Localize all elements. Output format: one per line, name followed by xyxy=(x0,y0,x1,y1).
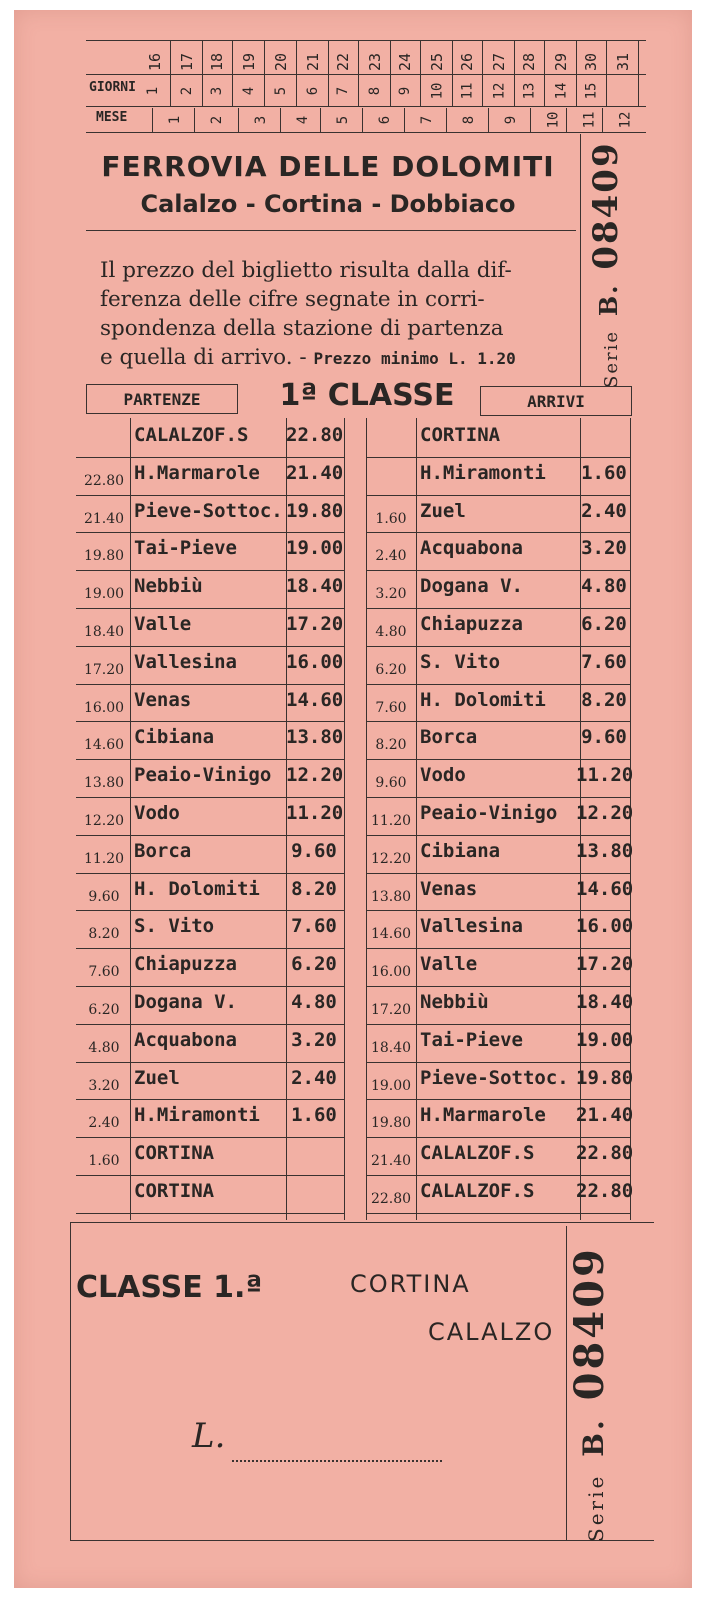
cumulative-value: 13.80 xyxy=(370,888,412,905)
days-label: GIORNI xyxy=(89,80,136,95)
station-name: Chiapuzza xyxy=(420,613,523,635)
stub-series-prefix: Serie xyxy=(584,1473,608,1542)
station-price: 8.20 xyxy=(581,688,627,711)
calendar-day-top: 25 xyxy=(428,52,446,72)
notice-line-3: spondenza della stazione di partenza xyxy=(100,316,504,341)
station-price: 18.40 xyxy=(576,991,634,1013)
cumulative-value: 6.20 xyxy=(375,661,407,678)
calendar-day-bottom: 9 xyxy=(397,86,413,96)
station-name: Peaio-Vinigo xyxy=(134,764,272,787)
departures-header: PARTENZE xyxy=(86,384,238,414)
station-price: 6.20 xyxy=(581,613,627,635)
serial-number: 08409 xyxy=(586,141,626,270)
station-name: Venas xyxy=(420,877,478,900)
stub-to: CALALZO xyxy=(428,1318,555,1346)
cumulative-value: 22.80 xyxy=(83,472,125,489)
price-notice xyxy=(100,256,590,373)
station-name: CALALZOF.S xyxy=(420,1180,535,1202)
station-price: 16.00 xyxy=(576,915,634,938)
station-name: Vodo xyxy=(134,802,180,824)
cumulative-value: 8.20 xyxy=(88,926,120,943)
station-name: Borca xyxy=(420,726,478,749)
calendar-day-top: 29 xyxy=(552,52,570,72)
calendar-month: 5 xyxy=(335,115,351,125)
calendar-day-top: 28 xyxy=(520,52,538,72)
station-name: Nebbiù xyxy=(134,575,203,598)
cumulative-value: 11.20 xyxy=(83,850,125,867)
station-price: 8.20 xyxy=(291,877,337,900)
station-name: H.Miramonti xyxy=(420,461,546,484)
calendar-day-bottom: 5 xyxy=(273,86,289,96)
calendar-day-bottom: 15 xyxy=(582,82,599,100)
calendar-day-bottom: 2 xyxy=(179,86,195,96)
cumulative-value: 9.60 xyxy=(88,888,120,905)
station-name: Vallesina xyxy=(420,915,523,938)
station-name: CALALZOF.S xyxy=(134,424,249,446)
cumulative-value: 1.60 xyxy=(88,1153,120,1170)
cumulative-value: 19.80 xyxy=(370,1115,412,1132)
stub-price-line xyxy=(232,1460,442,1462)
station-name: Zuel xyxy=(134,1066,180,1089)
station-name: Nebbiù xyxy=(420,991,489,1013)
calendar-day-bottom: 1 xyxy=(145,86,161,96)
station-price: 21.40 xyxy=(286,461,344,484)
station-price: 4.80 xyxy=(291,991,337,1013)
calendar-day-top: 23 xyxy=(366,52,384,72)
station-name: Pieve-Sottoc. xyxy=(420,1066,569,1089)
station-name: H. Dolomiti xyxy=(134,877,260,900)
station-price: 13.80 xyxy=(576,839,634,862)
cumulative-value: 2.40 xyxy=(88,1115,120,1132)
station-name: Pieve-Sottoc. xyxy=(134,499,283,522)
calendar-day-bottom: 4 xyxy=(241,86,257,96)
cumulative-value: 7.60 xyxy=(88,964,120,981)
calendar-month: 11 xyxy=(580,111,597,129)
cumulative-value: 19.00 xyxy=(83,586,125,603)
station-name: Cibiana xyxy=(420,839,501,862)
station-price: 7.60 xyxy=(581,650,627,673)
station-price: 16.00 xyxy=(286,650,344,673)
cumulative-value: 17.20 xyxy=(370,1002,412,1018)
station-price: 6.20 xyxy=(291,953,337,976)
station-name: Vodo xyxy=(420,764,466,787)
cumulative-value: 22.80 xyxy=(370,1191,412,1207)
series-letter: B. xyxy=(594,283,623,317)
stub-class: CLASSE 1.ª xyxy=(76,1270,263,1305)
station-price: 14.60 xyxy=(286,688,344,711)
station-price: 21.40 xyxy=(576,1104,634,1127)
station-price: 3.20 xyxy=(581,537,627,560)
cumulative-value: 3.20 xyxy=(375,586,407,603)
station-name: Tai-Pieve xyxy=(420,1028,523,1051)
calendar-month: 1 xyxy=(167,115,183,125)
station-price: 14.60 xyxy=(576,877,634,900)
stub-from: CORTINA xyxy=(350,1270,471,1298)
station-price: 19.80 xyxy=(576,1066,634,1089)
calendar-day-bottom: 7 xyxy=(335,86,351,96)
station-name: CORTINA xyxy=(420,424,501,446)
station-name: H.Marmarole xyxy=(134,461,260,484)
cumulative-value: 18.40 xyxy=(83,624,125,640)
cumulative-value: 18.40 xyxy=(370,1039,412,1056)
station-price: 12.20 xyxy=(576,802,634,824)
station-price: 1.60 xyxy=(291,1104,337,1127)
notice-line-1: Il prezzo del biglietto risulta dalla dif- xyxy=(100,258,512,283)
stub-series-letter: B. xyxy=(577,1417,610,1457)
station-price: 11.20 xyxy=(286,802,344,824)
station-name: Peaio-Vinigo xyxy=(420,802,558,824)
calendar-day-bottom: 12 xyxy=(490,82,507,100)
calendar-month: 7 xyxy=(419,115,435,125)
station-price: 2.40 xyxy=(581,499,627,522)
station-name: H.Marmarole xyxy=(420,1104,546,1127)
calendar-month: 12 xyxy=(616,111,633,129)
calendar-day-top: 24 xyxy=(396,52,414,72)
station-price: 7.60 xyxy=(291,915,337,938)
minimum-price: Prezzo minimo L. 1.20 xyxy=(313,349,516,368)
cumulative-value: 1.60 xyxy=(375,510,407,527)
cumulative-value: 12.20 xyxy=(370,850,412,867)
cumulative-value: 4.80 xyxy=(375,624,407,640)
calendar-day-bottom: 11 xyxy=(458,82,475,100)
cumulative-value: 13.80 xyxy=(83,775,125,792)
station-name: Dogana V. xyxy=(420,575,523,598)
arrivals-header: ARRIVI xyxy=(480,386,632,416)
calendar-month: 8 xyxy=(461,115,477,125)
stub-serial xyxy=(566,1242,614,1542)
cumulative-value: 19.80 xyxy=(83,548,125,565)
serial-top xyxy=(586,141,626,388)
cumulative-value: 12.20 xyxy=(83,813,125,829)
cumulative-value: 6.20 xyxy=(88,1002,120,1018)
calendar-month: 10 xyxy=(544,111,561,129)
cumulative-value: 7.60 xyxy=(375,699,407,716)
station-name: Tai-Pieve xyxy=(134,537,237,560)
calendar-month: 4 xyxy=(295,115,311,125)
calendar-day-bottom: 3 xyxy=(209,86,225,96)
ticket xyxy=(14,10,692,1588)
station-price: 9.60 xyxy=(291,839,337,862)
cumulative-value: 17.20 xyxy=(83,661,125,678)
notice-line-2: ferenza delle cifre segnate in corri- xyxy=(100,287,485,312)
station-name: CORTINA xyxy=(134,1142,215,1165)
station-price: 19.00 xyxy=(286,537,344,560)
cumulative-value: 16.00 xyxy=(370,964,412,981)
station-price: 9.60 xyxy=(581,726,627,749)
calendar-day-top: 22 xyxy=(334,52,352,72)
station-price: 13.80 xyxy=(286,726,344,749)
calendar-day-top: 30 xyxy=(582,52,600,72)
calendar-month: 6 xyxy=(377,115,393,125)
station-name: CORTINA xyxy=(134,1180,215,1202)
notice-line-4: e quella di arrivo. - xyxy=(100,345,307,370)
calendar-month: 3 xyxy=(253,115,269,125)
class-header: 1ª CLASSE xyxy=(279,378,455,413)
cumulative-value: 19.00 xyxy=(370,1077,412,1094)
station-price: 22.80 xyxy=(576,1180,634,1202)
stub-serial-number: 08409 xyxy=(566,1246,613,1401)
cumulative-value: 11.20 xyxy=(370,813,412,829)
calendar-day-bottom: 6 xyxy=(305,86,321,96)
station-name: Valle xyxy=(420,953,478,976)
cumulative-value: 2.40 xyxy=(375,548,407,565)
station-price: 12.20 xyxy=(286,764,344,787)
month-label: MESE xyxy=(96,110,128,125)
cumulative-value: 4.80 xyxy=(88,1039,120,1056)
calendar-day-bottom: 8 xyxy=(367,86,383,96)
calendar-day-top: 17 xyxy=(178,52,196,72)
station-price: 19.80 xyxy=(286,499,344,522)
station-name: Chiapuzza xyxy=(134,953,237,976)
cumulative-value: 16.00 xyxy=(83,699,125,716)
station-price: 18.40 xyxy=(286,575,344,598)
station-name: Borca xyxy=(134,839,192,862)
calendar-day-top: 21 xyxy=(304,52,322,72)
station-price: 2.40 xyxy=(291,1066,337,1089)
station-name: S. Vito xyxy=(134,915,215,938)
cumulative-value: 14.60 xyxy=(83,737,125,754)
station-name: Venas xyxy=(134,688,192,711)
cumulative-value: 9.60 xyxy=(375,775,407,792)
calendar-day-top: 27 xyxy=(490,52,508,72)
station-price: 1.60 xyxy=(581,461,627,484)
calendar-day-top: 18 xyxy=(208,52,226,72)
station-name: Vallesina xyxy=(134,650,237,673)
cumulative-value: 21.40 xyxy=(83,510,125,527)
station-name: Acquabona xyxy=(420,537,523,560)
stub-price-symbol: L. xyxy=(192,1416,226,1456)
station-name: Zuel xyxy=(420,499,466,522)
station-price: 3.20 xyxy=(291,1028,337,1051)
calendar-day-bottom: 13 xyxy=(520,82,537,100)
cumulative-value: 21.40 xyxy=(370,1153,412,1170)
calendar-month: 9 xyxy=(503,115,519,125)
station-price: 17.20 xyxy=(286,613,344,635)
series-prefix: Serie xyxy=(601,330,622,388)
station-name: Dogana V. xyxy=(134,991,237,1013)
station-price: 4.80 xyxy=(581,575,627,598)
station-price: 22.80 xyxy=(576,1142,634,1165)
calendar-day-top: 26 xyxy=(458,52,476,72)
station-name: Valle xyxy=(134,613,192,635)
cumulative-value: 3.20 xyxy=(88,1077,120,1094)
calendar-day-top: 19 xyxy=(240,52,258,72)
calendar-day-bottom: 14 xyxy=(552,82,569,100)
station-name: H. Dolomiti xyxy=(420,688,546,711)
route-name: Calalzo - Cortina - Dobbiaco xyxy=(140,190,516,218)
station-price: 22.80 xyxy=(286,424,344,446)
calendar-day-bottom: 10 xyxy=(428,82,445,100)
station-name: CALALZOF.S xyxy=(420,1142,535,1165)
station-name: S. Vito xyxy=(420,650,501,673)
cumulative-value: 14.60 xyxy=(370,926,412,943)
station-price: 17.20 xyxy=(576,953,634,976)
station-name: H.Miramonti xyxy=(134,1104,260,1127)
station-price: 19.00 xyxy=(576,1028,634,1051)
calendar-month: 2 xyxy=(209,115,225,125)
calendar-day-top: 31 xyxy=(614,52,632,72)
station-name: Cibiana xyxy=(134,726,215,749)
station-name: Acquabona xyxy=(134,1028,237,1051)
calendar-day-top: 20 xyxy=(272,52,290,72)
station-price: 11.20 xyxy=(576,764,634,787)
calendar-day-top: 16 xyxy=(146,52,164,72)
company-name: FERROVIA DELLE DOLOMITI xyxy=(101,150,555,183)
cumulative-value: 8.20 xyxy=(375,737,407,754)
